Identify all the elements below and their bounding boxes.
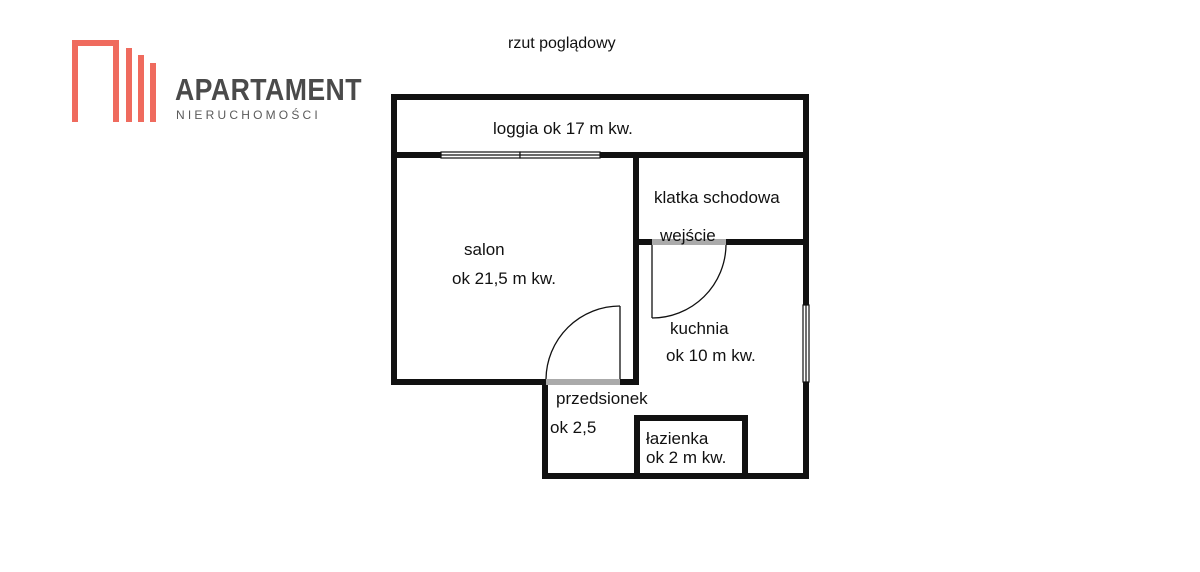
label-vestibule-area: ok 2,5 [550,418,597,437]
salon-threshold [546,379,620,385]
loggia-window [441,152,600,158]
label-stairwell: klatka schodowa [654,188,780,207]
label-salon-area: ok 21,5 m kw. [452,269,556,288]
plan-title: rzut poglądowy [508,35,616,52]
label-kitchen-area: ok 10 m kw. [666,346,756,365]
label-vestibule-name: przedsionek [556,389,648,408]
label-bathroom-name: łazienka [646,429,709,448]
label-salon-name: salon [464,240,505,259]
label-loggia: loggia ok 17 m kw. [493,119,633,138]
label-entrance: wejście [660,226,716,245]
label-kitchen-name: kuchnia [670,319,729,338]
kitchen-window [803,305,809,382]
entrance-door-arc [652,245,726,318]
label-bathroom-area: ok 2 m kw. [646,448,727,467]
salon-door-arc [546,306,620,379]
brand-name: APARTAMENT [175,72,362,107]
brand-tagline: NIERUCHOMOŚCI [176,108,321,122]
